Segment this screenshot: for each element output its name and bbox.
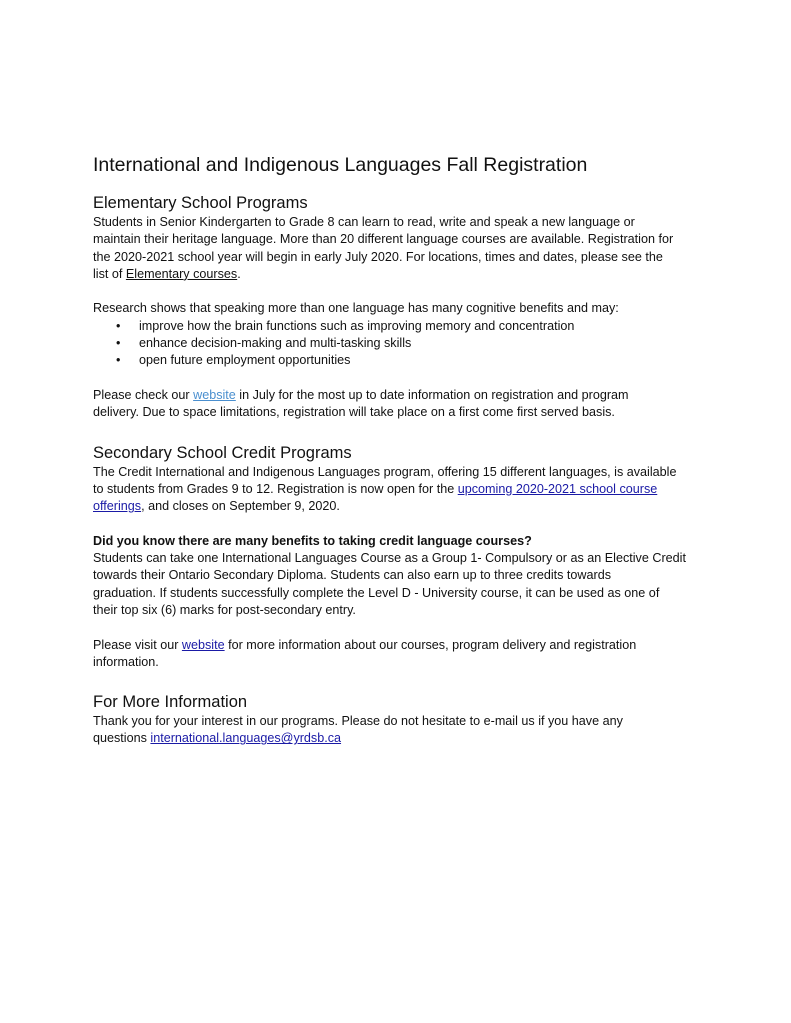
research-intro: Research shows that speaking more than one language has many cognitive benefits and may: bbox=[93, 301, 619, 316]
elementary-courses-link[interactable]: Elementary courses bbox=[125, 266, 238, 281]
elementary-section bbox=[93, 192, 713, 422]
elementary-heading: Elementary School Programs bbox=[93, 194, 308, 212]
benefits-text-line: graduation. If students successfully complete the Level D - University course, it can be used as one of bbox=[93, 585, 660, 600]
list-item: • open future employment opportunities bbox=[93, 352, 713, 369]
benefits-text-line: their top six (6) marks for post-secondary entry. bbox=[93, 602, 356, 617]
elementary-list-prefix: list of bbox=[93, 266, 126, 281]
bullet-icon: • bbox=[116, 318, 121, 333]
benefits-text-line: Students can take one International Languages Course as a Group 1- Compulsory or as an Elective Credit bbox=[93, 551, 686, 566]
page-title: International and Indigenous Languages Fall Registration bbox=[93, 154, 588, 176]
check-website-line-2: delivery. Due to space limitations, registration will take place on a first come first served basis. bbox=[93, 405, 615, 420]
secondary-section bbox=[93, 442, 713, 672]
bullet-icon: • bbox=[116, 336, 121, 351]
list-item: • improve how the brain functions such as improving memory and concentration bbox=[93, 318, 713, 335]
secondary-text-line: offerings, and closes on September 9, 2020. bbox=[93, 499, 340, 514]
visit-website-line: Please visit our website for more information about our courses, program delivery and registration bbox=[93, 637, 637, 652]
secondary-heading: Secondary School Credit Programs bbox=[93, 443, 352, 462]
benefits-heading: Did you know there are many benefits to taking credit language courses? bbox=[93, 533, 532, 548]
elementary-text-line: Students in Senior Kindergarten to Grade 8 can learn to read, write and speak a new language or bbox=[93, 215, 635, 229]
more-info-text-line: questions international.languages@yrdsb.ca bbox=[93, 731, 342, 746]
upcoming-offerings-link-cont[interactable]: offerings bbox=[93, 499, 142, 514]
elementary-text-line: maintain their heritage language. More than 20 different language courses are available. Registration for bbox=[93, 232, 674, 247]
benefits-list bbox=[93, 318, 713, 370]
more-info-section bbox=[93, 691, 713, 748]
elementary-text-line: the 2020-2021 school year will begin in early July 2020. For locations, times and dates, please see the bbox=[93, 249, 663, 264]
more-info-text-line: Thank you for your interest in our programs. Please do not hesitate to e-mail us if you have any bbox=[93, 714, 623, 729]
list-item: • enhance decision-making and multi-tasking skills bbox=[93, 335, 713, 352]
elementary-website-link[interactable]: website bbox=[193, 387, 236, 402]
secondary-text-line: The Credit International and Indigenous Languages program, offering 15 different languages, is available bbox=[93, 464, 677, 479]
email-link[interactable]: international.languages@yrdsb.ca bbox=[150, 731, 342, 746]
elementary-list-suffix: . bbox=[237, 266, 241, 281]
visit-website-line-2: information. bbox=[93, 654, 159, 669]
document-page bbox=[93, 152, 713, 748]
check-website-line: Please check our website in July for the most up to date information on registration and program bbox=[93, 387, 629, 402]
secondary-website-link[interactable]: website bbox=[181, 637, 225, 652]
benefits-text-line: towards their Ontario Secondary Diploma. Students can also earn up to three credits towards bbox=[93, 568, 612, 583]
bullet-icon: • bbox=[116, 353, 121, 368]
more-info-heading: For More Information bbox=[93, 693, 248, 712]
secondary-text-line: to students from Grades 9 to 12. Registration is now open for the upcoming 2020-2021 school course bbox=[93, 481, 658, 496]
upcoming-offerings-link[interactable]: upcoming 2020-2021 school course bbox=[457, 481, 658, 496]
elementary-text-line bbox=[93, 266, 713, 283]
